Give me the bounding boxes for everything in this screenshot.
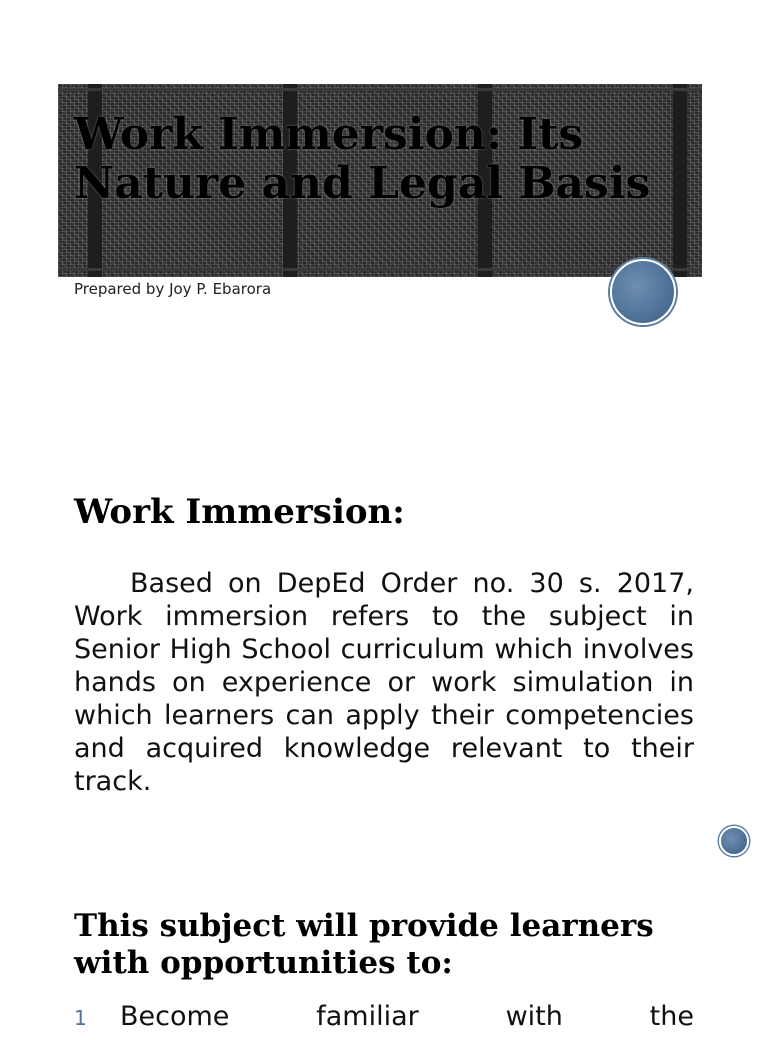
circle-badge-icon: [610, 259, 676, 325]
banner-top-rule: [58, 88, 702, 91]
section-heading: Work Immersion:: [74, 492, 405, 532]
small-circle-badge-icon: [719, 826, 749, 856]
list-item: [74, 1000, 694, 1040]
list-text: Become familiar with the: [120, 1001, 694, 1032]
author-line: Prepared by Joy P. Ebarora: [74, 280, 272, 298]
list-number: 1: [74, 1006, 87, 1030]
opportunities-heading: This subject will provide learners with opportunities to:: [74, 908, 654, 981]
definition-paragraph: Based on DepEd Order no. 30 s. 2017, Work immersion refers to the subject in Senior High School curriculum which involves hands on experience or work simulation in which learners can apply their competencies and acquired knowledge relevant to their track.: [74, 568, 694, 797]
slide-title: Work Immersion: Its Nature and Legal Basis: [74, 109, 651, 209]
banner-bottom-rule: [58, 268, 702, 271]
